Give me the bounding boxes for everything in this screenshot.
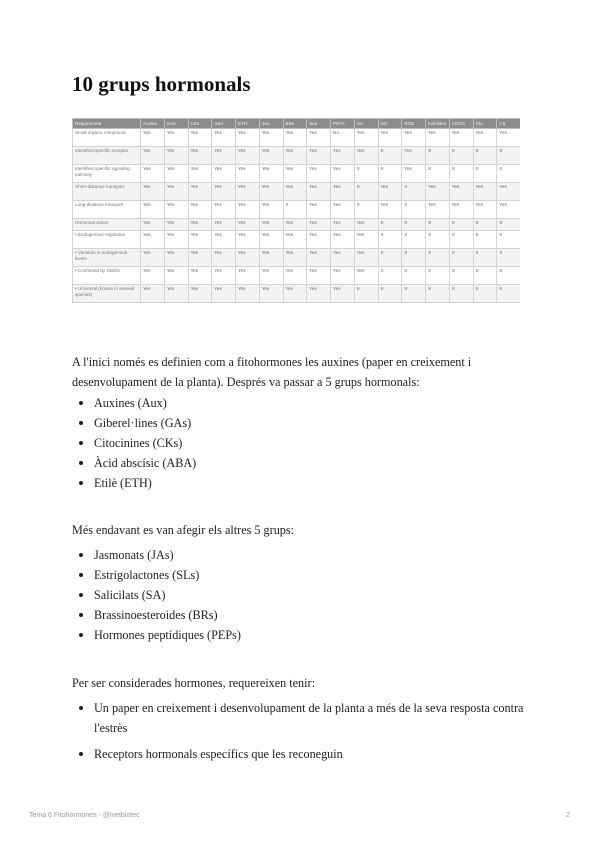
table-cell: X	[497, 249, 520, 267]
table-cell: Yes	[236, 183, 260, 201]
table-cell: Yes	[141, 147, 165, 165]
table-cell: Yes	[164, 129, 188, 147]
table-cell: Yes	[307, 165, 331, 183]
header-hormone: Karrikins	[426, 119, 450, 129]
table-row	[73, 285, 521, 303]
table-cell: X	[449, 285, 473, 303]
row-feature: Long-distance transport	[73, 201, 141, 219]
table-cell: Yes	[331, 249, 355, 267]
list-item	[72, 473, 532, 493]
list-item-text: Àcid abscísic (ABA)	[94, 456, 197, 470]
header-hormone: SA	[354, 119, 378, 129]
list-item-text: Citocinines (CKs)	[94, 436, 183, 450]
table-cell: Yes	[188, 231, 212, 249]
table-cell: Yes	[164, 201, 188, 219]
header-hormone: ETH	[236, 119, 260, 129]
list-item-text: Estrigolactones (SLs)	[94, 568, 200, 582]
first-groups-list	[72, 393, 532, 493]
table-cell: Yes	[259, 249, 283, 267]
table-row	[73, 267, 521, 285]
table-cell: Yes	[331, 219, 355, 231]
table-cell: X	[378, 165, 402, 183]
table-cell: Yes	[354, 231, 378, 249]
second-groups-list	[72, 545, 532, 645]
table-cell: Yes	[188, 267, 212, 285]
table-cell: Yes	[331, 147, 355, 165]
table-cell: X	[449, 231, 473, 249]
table-cell: Yes	[283, 129, 307, 147]
table-cell: Yes	[236, 249, 260, 267]
table-cell: X	[426, 165, 450, 183]
table-cell: Yes	[354, 129, 378, 147]
table-cell: Yes	[259, 129, 283, 147]
table-cell: X	[497, 267, 520, 285]
list-item	[72, 393, 532, 413]
table-cell: Yes	[331, 201, 355, 219]
table-cell: X	[402, 219, 426, 231]
list-item	[72, 605, 532, 625]
table-cell: Yes	[212, 219, 236, 231]
table-cell: Yes	[354, 267, 378, 285]
row-feature: • Universal (known in several species)	[73, 285, 141, 303]
table-cell: Yes	[378, 129, 402, 147]
table-cell: Yes	[212, 129, 236, 147]
table-cell: Yes	[283, 249, 307, 267]
row-feature: • Endogenous regulation	[73, 231, 141, 249]
list-item	[72, 585, 532, 605]
table-cell: Yes	[236, 165, 260, 183]
table-cell: X	[449, 147, 473, 165]
table-cell: Yes	[212, 267, 236, 285]
table-cell: X	[426, 231, 450, 249]
table-cell: X	[473, 249, 497, 267]
bullet-icon	[79, 613, 83, 617]
table-cell: Yes	[236, 267, 260, 285]
table-cell: Yes	[426, 201, 450, 219]
table-cell: X	[497, 285, 520, 303]
table-cell: Yes	[283, 147, 307, 165]
table-cell: Yes	[236, 285, 260, 303]
list-item	[72, 744, 532, 764]
table-cell: Yes	[188, 285, 212, 303]
table-cell: Yes	[236, 219, 260, 231]
bullet-icon	[79, 553, 83, 557]
table-cell: X	[473, 285, 497, 303]
table-cell: X	[473, 231, 497, 249]
table-cell: Yes	[307, 249, 331, 267]
table-cell: Yes	[164, 231, 188, 249]
table-cell: Yes	[141, 249, 165, 267]
list-item	[72, 433, 532, 453]
table-row	[73, 219, 521, 231]
table-cell: Yes	[188, 165, 212, 183]
table-cell: X	[354, 285, 378, 303]
list-item	[72, 698, 532, 738]
table-cell: No	[331, 129, 355, 147]
bullet-icon	[79, 461, 83, 465]
header-hormone: CKs	[188, 119, 212, 129]
table-cell: Yes	[141, 231, 165, 249]
table-cell: Yes	[164, 285, 188, 303]
list-item	[72, 413, 532, 433]
table-cell: Yes	[141, 183, 165, 201]
bullet-icon	[79, 706, 83, 710]
header-hormone: BRs	[283, 119, 307, 129]
table-cell: Yes	[307, 231, 331, 249]
table-cell: Yes	[212, 165, 236, 183]
table-cell: X	[354, 165, 378, 183]
table-row	[73, 147, 521, 165]
table-cell: X	[473, 267, 497, 285]
row-feature: • Variation in endogenous levels	[73, 249, 141, 267]
table-cell: X	[378, 147, 402, 165]
table-cell: Yes	[426, 129, 450, 147]
table-cell: X	[378, 285, 402, 303]
table-cell: Yes	[354, 219, 378, 231]
table-body	[73, 129, 521, 303]
table-cell: X	[449, 249, 473, 267]
row-feature: Hormonal action	[73, 219, 141, 231]
list-item-text: Hormones peptídiques (PEPs)	[94, 628, 241, 642]
table-cell: Yes	[236, 201, 260, 219]
bullet-icon	[79, 421, 83, 425]
table-cell: Yes	[307, 129, 331, 147]
table-cell: Yes	[283, 285, 307, 303]
header-requirement: Requirement	[73, 119, 141, 129]
list-item	[72, 625, 532, 645]
table-cell: X	[378, 267, 402, 285]
table-cell: Yes	[141, 285, 165, 303]
list-item-text: Auxines (Aux)	[94, 396, 167, 410]
table-cell: X	[402, 249, 426, 267]
table-cell: Yes	[307, 147, 331, 165]
table-cell: Yes	[402, 165, 426, 183]
table-cell: Yes	[141, 129, 165, 147]
table-cell: Yes	[188, 249, 212, 267]
table-cell: X	[354, 183, 378, 201]
table-cell: X	[497, 219, 520, 231]
header-hormone: GAs	[164, 119, 188, 129]
table-row	[73, 183, 521, 201]
table-cell: Yes	[141, 165, 165, 183]
table-cell: X	[497, 147, 520, 165]
header-hormone: Glu	[473, 119, 497, 129]
table-cell: Yes	[402, 147, 426, 165]
table-cell: X	[378, 219, 402, 231]
table-cell: Yes	[283, 231, 307, 249]
row-feature: Identified specific receptor	[73, 147, 141, 165]
table-cell: Yes	[331, 231, 355, 249]
header-hormone: C6/C9	[449, 119, 473, 129]
table-cell: Yes	[212, 231, 236, 249]
page-number: 2	[566, 812, 570, 819]
table-cell: Yes	[212, 285, 236, 303]
bullet-icon	[79, 401, 83, 405]
table-cell: Yes	[259, 231, 283, 249]
table-cell: Yes	[236, 129, 260, 147]
table-cell: Yes	[236, 231, 260, 249]
table-cell: Yes	[354, 147, 378, 165]
table-row	[73, 249, 521, 267]
table-cell: X	[402, 285, 426, 303]
table-cell: Yes	[426, 183, 450, 201]
hormone-requirements-table-image	[72, 118, 520, 328]
table-cell: Yes	[259, 165, 283, 183]
table-cell: Yes	[259, 267, 283, 285]
list-item	[72, 453, 532, 473]
table-cell: Yes	[141, 219, 165, 231]
footer-text: Tema 6 Fitohormones - @ivetbiotec	[29, 812, 140, 819]
table-cell: X	[354, 201, 378, 219]
table-cell: Yes	[497, 183, 520, 201]
table-cell: Yes	[331, 165, 355, 183]
table-cell: X	[378, 231, 402, 249]
table-cell: Yes	[259, 183, 283, 201]
table-cell: Yes	[473, 201, 497, 219]
table-cell: Yes	[259, 147, 283, 165]
table-row	[73, 231, 521, 249]
list-item	[72, 565, 532, 585]
header-hormone: PEPs	[331, 119, 355, 129]
table-cell: Yes	[283, 219, 307, 231]
second-paragraph: Més endavant es van afegir els altres 5 grups:	[72, 523, 295, 537]
hormone-requirements-table	[72, 118, 520, 303]
table-cell: Yes	[473, 129, 497, 147]
table-cell: X	[402, 231, 426, 249]
header-hormone: C5	[497, 119, 520, 129]
header-hormone: ABA	[212, 119, 236, 129]
table-cell: Yes	[188, 183, 212, 201]
table-cell: X	[426, 267, 450, 285]
table-cell: Yes	[164, 219, 188, 231]
header-hormone: SLs	[307, 119, 331, 129]
intro-paragraph: A l'inici només es definien com a fitohormones les auxines (paper en creixement i desenvolupament de la planta). Després va passar a 5 grups hormonals:	[72, 355, 472, 389]
list-item-text: Salicilats (SA)	[94, 588, 166, 602]
bullet-icon	[79, 573, 83, 577]
table-cell: Yes	[331, 183, 355, 201]
list-item-text: Etilè (ETH)	[94, 476, 152, 490]
table-cell: Yes	[141, 201, 165, 219]
table-cell: X	[449, 165, 473, 183]
table-cell: Yes	[497, 201, 520, 219]
list-item-text: Jasmonats (JAs)	[94, 548, 174, 562]
table-cell: X	[473, 147, 497, 165]
bullet-icon	[79, 481, 83, 485]
table-cell: Yes	[259, 201, 283, 219]
table-cell: X	[449, 267, 473, 285]
table-cell: Yes	[236, 147, 260, 165]
table-row	[73, 129, 521, 147]
table-cell: Yes	[212, 249, 236, 267]
table-cell: Yes	[283, 183, 307, 201]
table-cell: Yes	[449, 183, 473, 201]
header-hormone: ROS	[402, 119, 426, 129]
list-item	[72, 545, 532, 565]
row-feature: Identified specific signaling pathway	[73, 165, 141, 183]
table-cell: Yes	[259, 219, 283, 231]
table-cell: Yes	[331, 267, 355, 285]
table-cell: X	[402, 267, 426, 285]
table-cell: Yes	[164, 183, 188, 201]
bullet-icon	[79, 633, 83, 637]
table-cell: Yes	[212, 201, 236, 219]
requirements-list	[72, 698, 532, 764]
header-hormone: Auxins	[141, 119, 165, 129]
table-cell: Yes	[307, 219, 331, 231]
header-hormone: NO	[378, 119, 402, 129]
table-cell: Yes	[307, 201, 331, 219]
table-cell: Yes	[449, 129, 473, 147]
table-cell: Yes	[497, 129, 520, 147]
list-item-text: Un paper en creixement i desenvolupament de la planta a més de la seva resposta contra l'estrès	[94, 701, 524, 735]
table-cell: Yes	[188, 219, 212, 231]
table-cell: X	[497, 165, 520, 183]
table-cell: Yes	[212, 183, 236, 201]
list-item-text: Brassinoesteroides (BRs)	[94, 608, 218, 622]
table-cell: Yes	[473, 183, 497, 201]
table-cell: Yes	[188, 129, 212, 147]
table-cell: X	[497, 231, 520, 249]
table-cell: Yes	[402, 129, 426, 147]
row-feature: • Confirmed by GMOs	[73, 267, 141, 285]
header-hormone: JAs	[259, 119, 283, 129]
table-cell: Yes	[449, 201, 473, 219]
row-feature: Small organic compound	[73, 129, 141, 147]
requirements-paragraph: Per ser considerades hormones, requereixen tenir:	[72, 676, 315, 690]
table-cell: X	[402, 201, 426, 219]
table-cell: Yes	[188, 201, 212, 219]
table-cell: Yes	[164, 147, 188, 165]
table-cell: Yes	[164, 267, 188, 285]
bullet-icon	[79, 441, 83, 445]
table-cell: X	[426, 285, 450, 303]
table-cell: Yes	[188, 147, 212, 165]
page-title: 10 grups hormonals	[72, 72, 251, 96]
table-cell: X	[426, 147, 450, 165]
table-cell: Yes	[354, 249, 378, 267]
table-cell: Yes	[259, 285, 283, 303]
list-item-text: Giberel·lines (GAs)	[94, 416, 192, 430]
table-header-row	[73, 119, 521, 129]
table-cell: Yes	[378, 183, 402, 201]
table-cell: X	[426, 219, 450, 231]
table-cell: Yes	[331, 285, 355, 303]
table-cell: Yes	[212, 147, 236, 165]
table-cell: Yes	[307, 267, 331, 285]
table-cell: Yes	[164, 165, 188, 183]
table-cell: X	[283, 201, 307, 219]
table-cell: Yes	[141, 267, 165, 285]
table-cell: Yes	[378, 201, 402, 219]
table-cell: X	[449, 219, 473, 231]
table-row	[73, 201, 521, 219]
table-cell: X	[378, 249, 402, 267]
table-cell: Yes	[307, 285, 331, 303]
table-cell: Yes	[283, 165, 307, 183]
table-cell: Yes	[283, 267, 307, 285]
table-row	[73, 165, 521, 183]
list-item-text: Receptors hormonals específics que les reconeguin	[94, 747, 343, 761]
table-cell: Yes	[307, 183, 331, 201]
table-cell: X	[473, 219, 497, 231]
bullet-icon	[79, 593, 83, 597]
table-cell: X	[402, 183, 426, 201]
table-cell: X	[473, 165, 497, 183]
bullet-icon	[79, 752, 83, 756]
row-feature: Short-distance transport	[73, 183, 141, 201]
table-cell: Yes	[164, 249, 188, 267]
table-cell: X	[426, 249, 450, 267]
